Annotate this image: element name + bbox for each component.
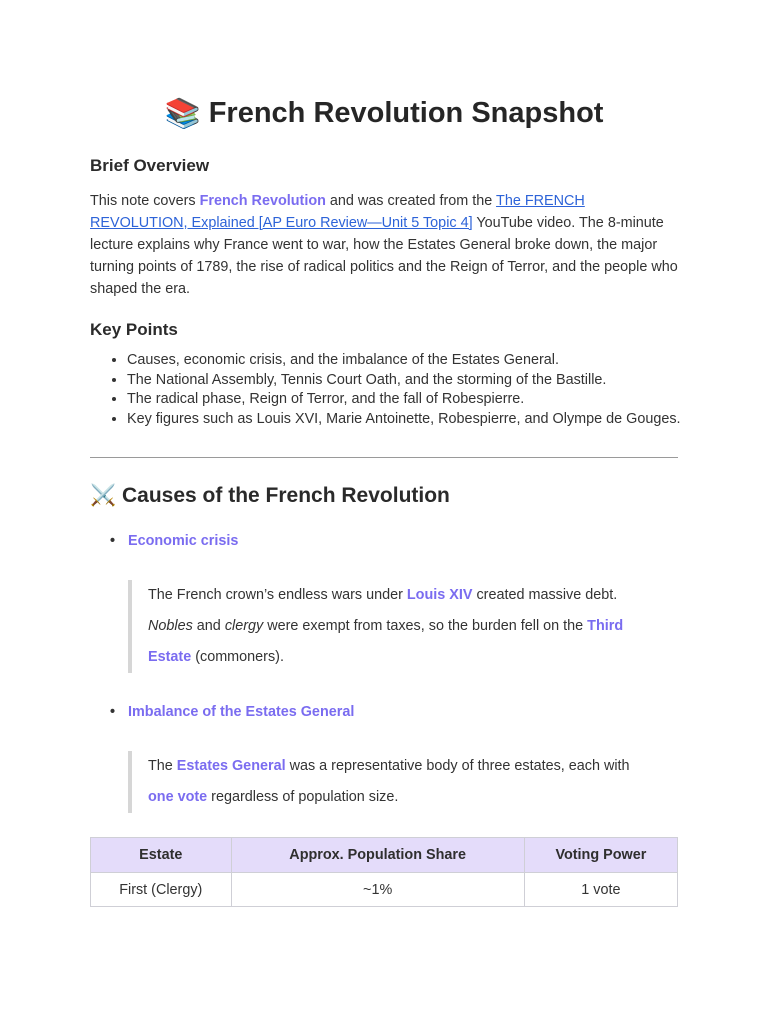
books-icon: 📚 (164, 98, 201, 131)
nobles-emphasis: Nobles (148, 618, 193, 634)
table-header-row (91, 838, 678, 873)
column-header-voting: Voting Power (524, 838, 677, 873)
key-points-heading: Key Points (90, 320, 178, 339)
clergy-emphasis: clergy (224, 618, 264, 634)
overview-text-2: and was created from the (325, 193, 497, 209)
crossed-swords-icon: ⚔️ (90, 484, 117, 508)
page-title-text: French Revolution Snapshot (208, 97, 604, 129)
estates-imbalance-title: Imbalance of the Estates General (128, 704, 355, 720)
economic-crisis-quote (128, 580, 658, 673)
quote-text: The (148, 758, 177, 774)
quote-text: regardless of population size. (207, 789, 399, 805)
quote-text: (commoners). (191, 649, 284, 665)
table-row (91, 873, 678, 907)
estates-imbalance-quote (128, 751, 658, 813)
page-title (90, 94, 678, 133)
table-cell: First (Clergy) (91, 873, 232, 907)
one-vote-highlight: one vote (148, 789, 208, 805)
overview-topic: French Revolution (199, 193, 326, 209)
causes-heading (90, 480, 450, 512)
quote-text: The French crown’s endless wars under (148, 587, 407, 603)
table-cell: ~1% (231, 873, 524, 907)
list-item: • Key figures such as Louis XVI, Marie Antoinette, Robespierre, and Olympe de Gouges. (127, 410, 715, 430)
overview-paragraph (90, 190, 678, 300)
overview-text-1: This note covers (90, 193, 200, 209)
causes-heading-text: Causes of the French Revolution (122, 484, 450, 507)
louis-xiv-highlight: Louis XIV (406, 587, 473, 603)
list-item: • The radical phase, Reign of Terror, and the fall of Robespierre. (127, 390, 715, 410)
divider (90, 457, 678, 458)
estates-table (90, 837, 678, 907)
source-video-link[interactable]: The FRENCH REVOLUTION, Explained [AP Euro Review—Unit 5 Topic 4] (90, 193, 585, 231)
column-header-population: Approx. Population Share (231, 838, 524, 873)
list-item: • Causes, economic crisis, and the imbalance of the Estates General. (127, 351, 715, 371)
quote-text: and (192, 618, 225, 634)
third-estate-highlight: Third Estate (148, 618, 624, 665)
quote-text: was a representative body of three estates, each with (285, 758, 630, 774)
overview-heading: Brief Overview (90, 156, 210, 175)
key-points-list (90, 351, 715, 429)
quote-line (148, 580, 658, 611)
column-header-estate: Estate (91, 838, 232, 873)
estates-general-highlight: Estates General (176, 758, 286, 774)
economic-crisis-title: Economic crisis (128, 533, 239, 549)
table-cell: 1 vote (524, 873, 677, 907)
bullet-dot: • (110, 704, 116, 720)
overview-text-3: YouTube video. The 8-minute lecture explains why France went to war, how the Estates General broke down, the major turning points of 1789, the rise of radical politics and the Reign of Terror, and the people who shaped the era. (90, 215, 678, 297)
quote-text: created massive debt. (472, 587, 618, 603)
quote-text: were exempt from taxes, so the burden fell on the (263, 618, 588, 634)
quote-line (148, 611, 658, 673)
list-item: • The National Assembly, Tennis Court Oath, and the storming of the Bastille. (127, 371, 715, 391)
bullet-dot: • (110, 533, 116, 549)
